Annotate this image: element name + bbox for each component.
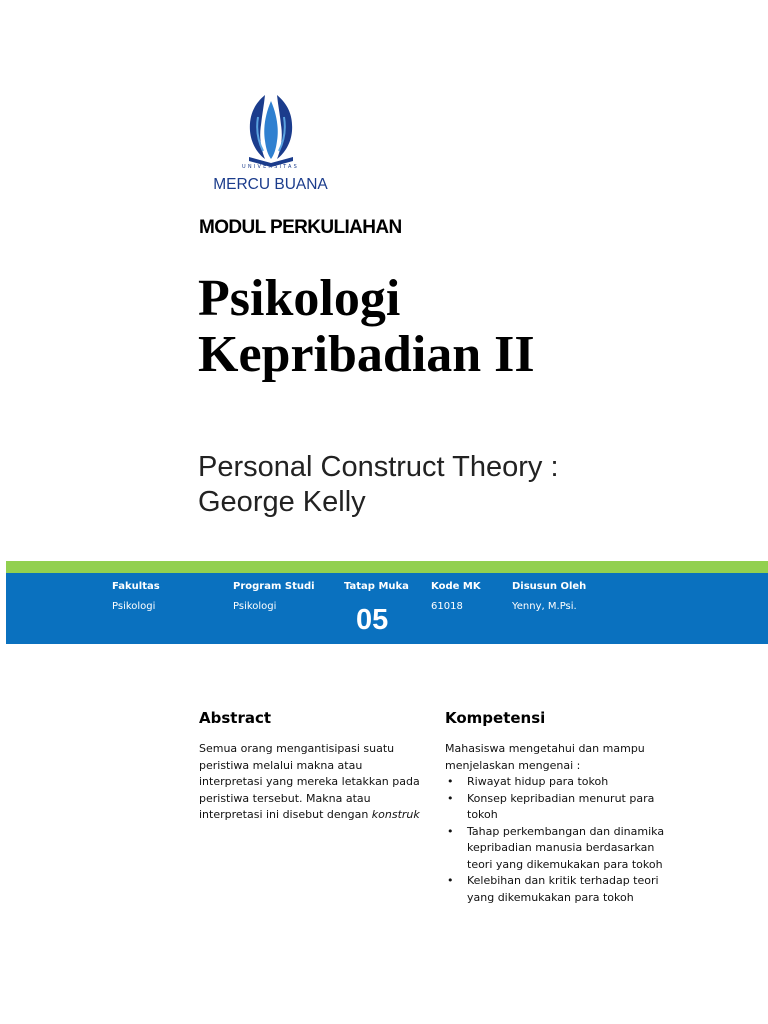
kompetensi-list: [445, 774, 690, 906]
university-logo: [203, 87, 338, 195]
kompetensi-intro: [445, 741, 705, 774]
list-item: [445, 824, 690, 874]
subtitle-line-2: George Kelly: [198, 486, 366, 518]
list-item-line: Riwayat hidup para tokoh: [467, 775, 609, 788]
value-program-studi: Psikologi: [233, 601, 277, 612]
title-line-2: Kepribadian II: [198, 326, 535, 383]
header-program-studi: Program Studi: [233, 581, 315, 592]
abstract-line: interpretasi yang mereka letakkan pada: [199, 775, 420, 788]
list-item: [445, 774, 690, 791]
abstract-last-prefix: interpretasi ini disebut dengan: [199, 808, 372, 821]
mercu-buana-emblem: [203, 87, 338, 195]
kompetensi-heading: Kompetensi: [445, 709, 546, 727]
header-kode-mk: Kode MK: [431, 581, 481, 592]
abstract-line: Semua orang mengantisipasi suatu: [199, 742, 395, 755]
list-item-line: Kelebihan dan kritik terhadap teori: [467, 874, 659, 887]
list-item: [445, 791, 690, 824]
abstract-line: [199, 807, 439, 824]
list-item-line: kepribadian manusia berdasarkan: [467, 841, 655, 854]
value-tatap-muka: 05: [356, 604, 389, 636]
list-item-line: Konsep kepribadian menurut para: [467, 791, 655, 805]
abstract-heading: Abstract: [199, 709, 272, 727]
value-disusun-oleh: Yenny, M.Psi.: [512, 601, 577, 612]
abstract-line: peristiwa tersebut. Makna atau: [199, 791, 371, 805]
title-line-1: Psikologi: [198, 270, 401, 327]
header-tatap-muka: Tatap Muka: [344, 581, 409, 592]
value-fakultas: Psikologi: [112, 601, 156, 612]
page-subtitle: [198, 450, 738, 520]
kompetensi-intro-line: menjelaskan mengenai :: [445, 758, 581, 772]
bullet-icon: •: [447, 791, 454, 805]
bullet-icon: •: [447, 874, 454, 887]
abstract-text: [199, 741, 439, 824]
bullet-icon: •: [447, 775, 454, 788]
abstract-italic-term: konstruk: [371, 808, 420, 821]
bullet-icon: •: [447, 824, 454, 838]
list-item-line: Tahap perkembangan dan dinamika: [467, 824, 665, 838]
list-item-line: yang dikemukakan para tokoh: [467, 890, 634, 904]
logo-name-text: MERCU BUANA: [213, 176, 328, 193]
page-title: [198, 271, 738, 383]
green-band: [6, 561, 768, 573]
list-item-line: tokoh: [467, 808, 498, 821]
abstract-line: peristiwa melalui makna atau: [199, 758, 363, 772]
modul-label: MODUL PERKULIAHAN: [199, 217, 402, 238]
kompetensi-intro-line: Mahasiswa mengetahui dan mampu: [445, 742, 645, 755]
header-disusun-oleh: Disusun Oleh: [512, 581, 587, 592]
subtitle-line-1: Personal Construct Theory :: [198, 451, 559, 483]
list-item: [445, 873, 690, 906]
value-kode-mk: 61018: [431, 601, 463, 612]
header-fakultas: Fakultas: [112, 581, 160, 592]
list-item-line: teori yang dikemukakan para tokoh: [467, 857, 663, 871]
logo-small-text: UNIVERSITAS: [241, 164, 300, 170]
